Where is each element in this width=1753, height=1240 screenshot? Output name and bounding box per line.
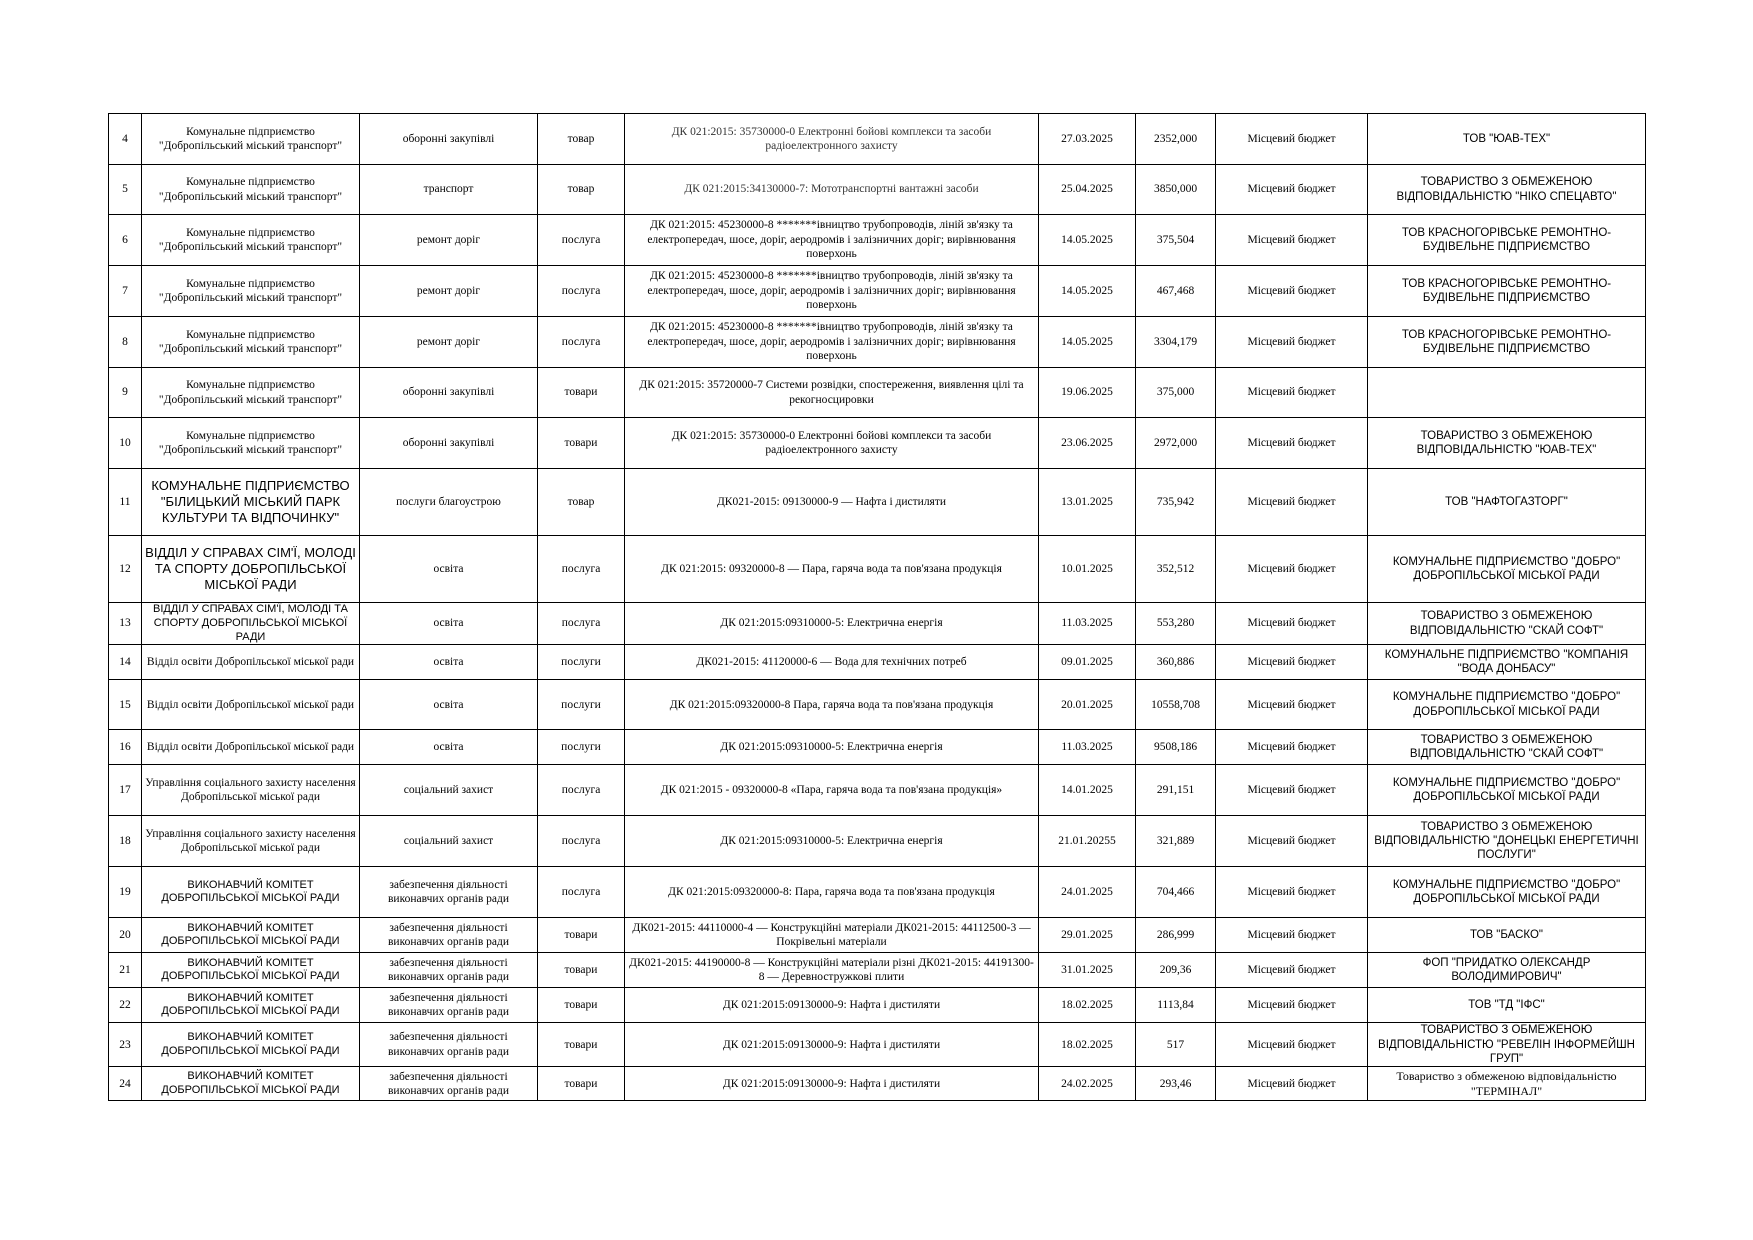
row-number: 13	[109, 603, 142, 645]
funding-source: Місцевий бюджет	[1216, 953, 1368, 988]
procurement-type: товари	[538, 368, 625, 418]
cpv-code-description: ДК 021:2015: 35730000-0 Електронні бойові комплекси та засоби радіоелектронного захисту	[625, 418, 1039, 469]
funding-source: Місцевий бюджет	[1216, 816, 1368, 867]
row-number: 9	[109, 368, 142, 418]
cpv-code-description: ДК021-2015: 09130000-9 — Нафта і дистиляти	[625, 469, 1039, 536]
contract-amount: 467,468	[1136, 266, 1216, 317]
contract-amount: 286,999	[1136, 918, 1216, 953]
procurement-type: товари	[538, 418, 625, 469]
customer-organization: ВИКОНАВЧИЙ КОМІТЕТ ДОБРОПІЛЬСЬКОЇ МІСЬКОЇ РАДИ	[142, 1023, 360, 1067]
procurement-type: послуга	[538, 867, 625, 918]
row-number: 16	[109, 730, 142, 765]
contract-amount: 2352,000	[1136, 114, 1216, 165]
supplier-name: ФОП "ПРИДАТКО ОЛЕКСАНДР ВОЛОДИМИРОВИЧ"	[1368, 953, 1646, 988]
procurement-type: послуги	[538, 645, 625, 680]
funding-source: Місцевий бюджет	[1216, 730, 1368, 765]
funding-source: Місцевий бюджет	[1216, 988, 1368, 1023]
funding-source: Місцевий бюджет	[1216, 469, 1368, 536]
table-row	[109, 469, 1646, 536]
supplier-name: ТОВ "БАСКО"	[1368, 918, 1646, 953]
customer-organization: ВІДДІЛ У СПРАВАХ СІМ'Ї, МОЛОДІ ТА СПОРТУ ДОБРОПІЛЬСЬКОЇ МІСЬКОЇ РАДИ	[142, 536, 360, 603]
table-row	[109, 765, 1646, 816]
customer-organization: Управління соціального захисту населення Добропільської міської ради	[142, 816, 360, 867]
table-row	[109, 317, 1646, 368]
table-row	[109, 953, 1646, 988]
procurement-table	[108, 113, 1646, 1101]
table-row	[109, 1023, 1646, 1067]
row-number: 18	[109, 816, 142, 867]
customer-organization: Комунальне підприємство "Добропільський міський транспорт"	[142, 266, 360, 317]
procurement-type: товари	[538, 988, 625, 1023]
supplier-name: КОМУНАЛЬНЕ ПІДПРИЄМСТВО "КОМПАНІЯ "ВОДА ДОНБАСУ"	[1368, 645, 1646, 680]
row-number: 10	[109, 418, 142, 469]
customer-organization: ВИКОНАВЧИЙ КОМІТЕТ ДОБРОПІЛЬСЬКОЇ МІСЬКОЇ РАДИ	[142, 953, 360, 988]
supplier-name: ТОВАРИСТВО З ОБМЕЖЕНОЮ ВІДПОВІДАЛЬНІСТЮ "СКАЙ СОФТ"	[1368, 730, 1646, 765]
row-number: 14	[109, 645, 142, 680]
table-row	[109, 918, 1646, 953]
contract-amount: 352,512	[1136, 536, 1216, 603]
procurement-type: послуги	[538, 730, 625, 765]
row-number: 12	[109, 536, 142, 603]
contract-amount: 1113,84	[1136, 988, 1216, 1023]
procurement-category: забезпечення діяльності виконавчих органів ради	[360, 953, 538, 988]
procurement-category: освіта	[360, 536, 538, 603]
cpv-code-description: ДК 021:2015:09320000-8: Пара, гаряча вода та пов'язана продукція	[625, 867, 1039, 918]
contract-date: 14.01.2025	[1039, 765, 1136, 816]
contract-amount: 209,36	[1136, 953, 1216, 988]
contract-date: 14.05.2025	[1039, 317, 1136, 368]
contract-date: 31.01.2025	[1039, 953, 1136, 988]
procurement-category: ремонт доріг	[360, 215, 538, 266]
row-number: 17	[109, 765, 142, 816]
row-number: 22	[109, 988, 142, 1023]
supplier-name	[1368, 368, 1646, 418]
contract-amount: 375,000	[1136, 368, 1216, 418]
row-number: 20	[109, 918, 142, 953]
contract-date: 13.01.2025	[1039, 469, 1136, 536]
supplier-name: КОМУНАЛЬНЕ ПІДПРИЄМСТВО "ДОБРО" ДОБРОПІЛЬСЬКОЇ МІСЬКОЇ РАДИ	[1368, 536, 1646, 603]
table-row	[109, 114, 1646, 165]
contract-date: 18.02.2025	[1039, 1023, 1136, 1067]
row-number: 23	[109, 1023, 142, 1067]
supplier-name: КОМУНАЛЬНЕ ПІДПРИЄМСТВО "ДОБРО" ДОБРОПІЛЬСЬКОЇ МІСЬКОЇ РАДИ	[1368, 680, 1646, 730]
supplier-name: ТОВАРИСТВО З ОБМЕЖЕНОЮ ВІДПОВІДАЛЬНІСТЮ "СКАЙ СОФТ"	[1368, 603, 1646, 645]
cpv-code-description: ДК021-2015: 44190000-8 — Конструкційні матеріали різні ДК021-2015: 44191300-8 — Деревностружкові плити	[625, 953, 1039, 988]
procurement-type: товари	[538, 953, 625, 988]
supplier-name: ТОВ "ЮАВ-ТЕХ"	[1368, 114, 1646, 165]
table-row	[109, 988, 1646, 1023]
contract-date: 14.05.2025	[1039, 266, 1136, 317]
contract-amount: 3850,000	[1136, 165, 1216, 215]
contract-date: 10.01.2025	[1039, 536, 1136, 603]
funding-source: Місцевий бюджет	[1216, 368, 1368, 418]
customer-organization: Комунальне підприємство "Добропільський міський транспорт"	[142, 368, 360, 418]
customer-organization: ВИКОНАВЧИЙ КОМІТЕТ ДОБРОПІЛЬСЬКОЇ МІСЬКОЇ РАДИ	[142, 988, 360, 1023]
table-row	[109, 867, 1646, 918]
contract-date: 11.03.2025	[1039, 603, 1136, 645]
cpv-code-description: ДК 021:2015: 35720000-7 Системи розвідки, спостереження, виявлення цілі та рекогносцировки	[625, 368, 1039, 418]
contract-amount: 10558,708	[1136, 680, 1216, 730]
customer-organization: Комунальне підприємство "Добропільський міський транспорт"	[142, 215, 360, 266]
procurement-type: послуга	[538, 603, 625, 645]
procurement-category: послуги благоустрою	[360, 469, 538, 536]
contract-amount: 553,280	[1136, 603, 1216, 645]
table-row	[109, 165, 1646, 215]
funding-source: Місцевий бюджет	[1216, 867, 1368, 918]
row-number: 6	[109, 215, 142, 266]
procurement-category: оборонні закупівлі	[360, 418, 538, 469]
procurement-type: товар	[538, 469, 625, 536]
procurement-type: послуга	[538, 266, 625, 317]
procurement-category: ремонт доріг	[360, 317, 538, 368]
procurement-type: послуги	[538, 680, 625, 730]
row-number: 21	[109, 953, 142, 988]
row-number: 4	[109, 114, 142, 165]
customer-organization: Управління соціального захисту населення Добропільської міської ради	[142, 765, 360, 816]
contract-amount: 293,46	[1136, 1067, 1216, 1101]
supplier-name: КОМУНАЛЬНЕ ПІДПРИЄМСТВО "ДОБРО" ДОБРОПІЛЬСЬКОЇ МІСЬКОЇ РАДИ	[1368, 765, 1646, 816]
contract-amount: 9508,186	[1136, 730, 1216, 765]
funding-source: Місцевий бюджет	[1216, 266, 1368, 317]
contract-date: 09.01.2025	[1039, 645, 1136, 680]
cpv-code-description: ДК 021:2015: 45230000-8 *******івництво трубопроводів, ліній зв'язку та електропередач, шосе, доріг, аеродромів і залізничних доріг; вирівнювання поверхонь	[625, 266, 1039, 317]
procurement-category: забезпечення діяльності виконавчих органів ради	[360, 988, 538, 1023]
procurement-category: оборонні закупівлі	[360, 368, 538, 418]
procurement-type: товари	[538, 1023, 625, 1067]
procurement-category: оборонні закупівлі	[360, 114, 538, 165]
supplier-name: ТОВАРИСТВО З ОБМЕЖЕНОЮ ВІДПОВІДАЛЬНІСТЮ "РЕВЕЛІН ІНФОРМЕЙШН ГРУП"	[1368, 1023, 1646, 1067]
contract-amount: 735,942	[1136, 469, 1216, 536]
contract-amount: 291,151	[1136, 765, 1216, 816]
funding-source: Місцевий бюджет	[1216, 603, 1368, 645]
cpv-code-description: ДК 021:2015: 45230000-8 *******івництво трубопроводів, ліній зв'язку та електропередач, шосе, доріг, аеродромів і залізничних доріг; вирівнювання поверхонь	[625, 317, 1039, 368]
cpv-code-description: ДК 021:2015: 45230000-8 *******івництво трубопроводів, ліній зв'язку та електропередач, шосе, доріг, аеродромів і залізничних доріг; вирівнювання поверхонь	[625, 215, 1039, 266]
row-number: 24	[109, 1067, 142, 1101]
customer-organization: Комунальне підприємство "Добропільський міський транспорт"	[142, 114, 360, 165]
contract-amount: 3304,179	[1136, 317, 1216, 368]
customer-organization: Комунальне підприємство "Добропільський міський транспорт"	[142, 418, 360, 469]
funding-source: Місцевий бюджет	[1216, 215, 1368, 266]
procurement-type: послуга	[538, 536, 625, 603]
supplier-name: ТОВ КРАСНОГОРІВСЬКЕ РЕМОНТНО-БУДІВЕЛЬНЕ ПІДПРИЄМСТВО	[1368, 317, 1646, 368]
row-number: 19	[109, 867, 142, 918]
procurement-category: транспорт	[360, 165, 538, 215]
customer-organization: Відділ освіти Добропільської міської ради	[142, 680, 360, 730]
contract-amount: 360,886	[1136, 645, 1216, 680]
funding-source: Місцевий бюджет	[1216, 165, 1368, 215]
procurement-type: товари	[538, 918, 625, 953]
table-row	[109, 536, 1646, 603]
procurement-type: послуга	[538, 816, 625, 867]
supplier-name: ТОВАРИСТВО З ОБМЕЖЕНОЮ ВІДПОВІДАЛЬНІСТЮ "ДОНЕЦЬКІ ЕНЕРГЕТИЧНІ ПОСЛУГИ"	[1368, 816, 1646, 867]
row-number: 15	[109, 680, 142, 730]
contract-amount: 517	[1136, 1023, 1216, 1067]
contract-date: 14.05.2025	[1039, 215, 1136, 266]
customer-organization: ВИКОНАВЧИЙ КОМІТЕТ ДОБРОПІЛЬСЬКОЇ МІСЬКОЇ РАДИ	[142, 867, 360, 918]
cpv-code-description: ДК 021:2015: 09320000-8 — Пара, гаряча вода та пов'язана продукція	[625, 536, 1039, 603]
procurement-type: послуга	[538, 317, 625, 368]
customer-organization: ВИКОНАВЧИЙ КОМІТЕТ ДОБРОПІЛЬСЬКОЇ МІСЬКОЇ РАДИ	[142, 918, 360, 953]
contract-date: 24.02.2025	[1039, 1067, 1136, 1101]
customer-organization: Відділ освіти Добропільської міської ради	[142, 730, 360, 765]
customer-organization: Комунальне підприємство "Добропільський міський транспорт"	[142, 317, 360, 368]
contract-date: 21.01.20255	[1039, 816, 1136, 867]
row-number: 8	[109, 317, 142, 368]
funding-source: Місцевий бюджет	[1216, 1067, 1368, 1101]
procurement-category: забезпечення діяльності виконавчих органів ради	[360, 1023, 538, 1067]
procurement-category: забезпечення діяльності виконавчих органів ради	[360, 867, 538, 918]
funding-source: Місцевий бюджет	[1216, 418, 1368, 469]
supplier-name: ТОВАРИСТВО З ОБМЕЖЕНОЮ ВІДПОВІДАЛЬНІСТЮ "НІКО СПЕЦАВТО"	[1368, 165, 1646, 215]
contract-date: 19.06.2025	[1039, 368, 1136, 418]
supplier-name: ТОВ КРАСНОГОРІВСЬКЕ РЕМОНТНО-БУДІВЕЛЬНЕ ПІДПРИЄМСТВО	[1368, 266, 1646, 317]
funding-source: Місцевий бюджет	[1216, 1023, 1368, 1067]
cpv-code-description: ДК 021:2015:09310000-5: Електрична енергія	[625, 730, 1039, 765]
procurement-category: соціальний захист	[360, 765, 538, 816]
row-number: 11	[109, 469, 142, 536]
funding-source: Місцевий бюджет	[1216, 645, 1368, 680]
contract-date: 27.03.2025	[1039, 114, 1136, 165]
procurement-category: освіта	[360, 645, 538, 680]
customer-organization: Відділ освіти Добропільської міської ради	[142, 645, 360, 680]
cpv-code-description: ДК 021:2015 - 09320000-8 «Пара, гаряча вода та пов'язана продукція»	[625, 765, 1039, 816]
supplier-name: ТОВАРИСТВО З ОБМЕЖЕНОЮ ВІДПОВІДАЛЬНІСТЮ "ЮАВ-ТЕХ"	[1368, 418, 1646, 469]
cpv-code-description: ДК 021:2015:09310000-5: Електрична енергія	[625, 816, 1039, 867]
procurement-type: товар	[538, 165, 625, 215]
supplier-name: ТОВ КРАСНОГОРІВСЬКЕ РЕМОНТНО-БУДІВЕЛЬНЕ ПІДПРИЄМСТВО	[1368, 215, 1646, 266]
contract-date: 24.01.2025	[1039, 867, 1136, 918]
table-row	[109, 1067, 1646, 1101]
table-row	[109, 603, 1646, 645]
cpv-code-description: ДК 021:2015:09130000-9: Нафта і дистиляти	[625, 1067, 1039, 1101]
contract-date: 18.02.2025	[1039, 988, 1136, 1023]
row-number: 5	[109, 165, 142, 215]
cpv-code-description: ДК021-2015: 41120000-6 — Вода для технічних потреб	[625, 645, 1039, 680]
table-row	[109, 816, 1646, 867]
cpv-code-description: ДК 021:2015:09320000-8 Пара, гаряча вода та пов'язана продукція	[625, 680, 1039, 730]
procurement-type: товари	[538, 1067, 625, 1101]
contract-date: 23.06.2025	[1039, 418, 1136, 469]
procurement-type: послуга	[538, 215, 625, 266]
procurement-type: товар	[538, 114, 625, 165]
funding-source: Місцевий бюджет	[1216, 680, 1368, 730]
table-row	[109, 680, 1646, 730]
table-row	[109, 418, 1646, 469]
table-row	[109, 266, 1646, 317]
procurement-category: освіта	[360, 603, 538, 645]
contract-date: 11.03.2025	[1039, 730, 1136, 765]
funding-source: Місцевий бюджет	[1216, 918, 1368, 953]
procurement-category: освіта	[360, 680, 538, 730]
funding-source: Місцевий бюджет	[1216, 317, 1368, 368]
supplier-name: ТОВ "ТД "ІФС"	[1368, 988, 1646, 1023]
cpv-code-description: ДК021-2015: 44110000-4 — Конструкційні матеріали ДК021-2015: 44112500-3 — Покрівельні матеріали	[625, 918, 1039, 953]
funding-source: Місцевий бюджет	[1216, 765, 1368, 816]
funding-source: Місцевий бюджет	[1216, 114, 1368, 165]
supplier-name: ТОВ "НАФТОГАЗТОРГ"	[1368, 469, 1646, 536]
procurement-category: освіта	[360, 730, 538, 765]
funding-source: Місцевий бюджет	[1216, 536, 1368, 603]
table-row	[109, 645, 1646, 680]
contract-amount: 375,504	[1136, 215, 1216, 266]
contract-amount: 2972,000	[1136, 418, 1216, 469]
procurement-type: послуга	[538, 765, 625, 816]
table-row	[109, 215, 1646, 266]
contract-date: 25.04.2025	[1039, 165, 1136, 215]
table-row	[109, 730, 1646, 765]
supplier-name: Товариство з обмеженою відповідальністю "ТЕРМІНАЛ"	[1368, 1067, 1646, 1101]
customer-organization: КОМУНАЛЬНЕ ПІДПРИЄМСТВО "БІЛИЦЬКИЙ МІСЬКИЙ ПАРК КУЛЬТУРИ ТА ВІДПОЧИНКУ"	[142, 469, 360, 536]
contract-amount: 321,889	[1136, 816, 1216, 867]
contract-date: 29.01.2025	[1039, 918, 1136, 953]
cpv-code-description: ДК 021:2015:09130000-9: Нафта і дистиляти	[625, 988, 1039, 1023]
row-number: 7	[109, 266, 142, 317]
cpv-code-description: ДК 021:2015:09130000-9: Нафта і дистиляти	[625, 1023, 1039, 1067]
procurement-category: ремонт доріг	[360, 266, 538, 317]
customer-organization: ВИКОНАВЧИЙ КОМІТЕТ ДОБРОПІЛЬСЬКОЇ МІСЬКОЇ РАДИ	[142, 1067, 360, 1101]
cpv-code-description: ДК 021:2015:09310000-5: Електрична енергія	[625, 603, 1039, 645]
table-row	[109, 368, 1646, 418]
supplier-name: КОМУНАЛЬНЕ ПІДПРИЄМСТВО "ДОБРО" ДОБРОПІЛЬСЬКОЇ МІСЬКОЇ РАДИ	[1368, 867, 1646, 918]
customer-organization: ВІДДІЛ У СПРАВАХ СІМ'Ї, МОЛОДІ ТА СПОРТУ ДОБРОПІЛЬСЬКОЇ МІСЬКОЇ РАДИ	[142, 603, 360, 645]
cpv-code-description: ДК 021:2015: 35730000-0 Електронні бойові комплекси та засоби радіоелектронного захисту	[625, 114, 1039, 165]
procurement-category: забезпечення діяльності виконавчих органів ради	[360, 918, 538, 953]
contract-date: 20.01.2025	[1039, 680, 1136, 730]
procurement-category: забезпечення діяльності виконавчих органів ради	[360, 1067, 538, 1101]
cpv-code-description: ДК 021:2015:34130000-7: Мототранспортні вантажні засоби	[625, 165, 1039, 215]
customer-organization: Комунальне підприємство "Добропільський міський транспорт"	[142, 165, 360, 215]
table-body	[109, 114, 1646, 1101]
contract-amount: 704,466	[1136, 867, 1216, 918]
procurement-category: соціальний захист	[360, 816, 538, 867]
